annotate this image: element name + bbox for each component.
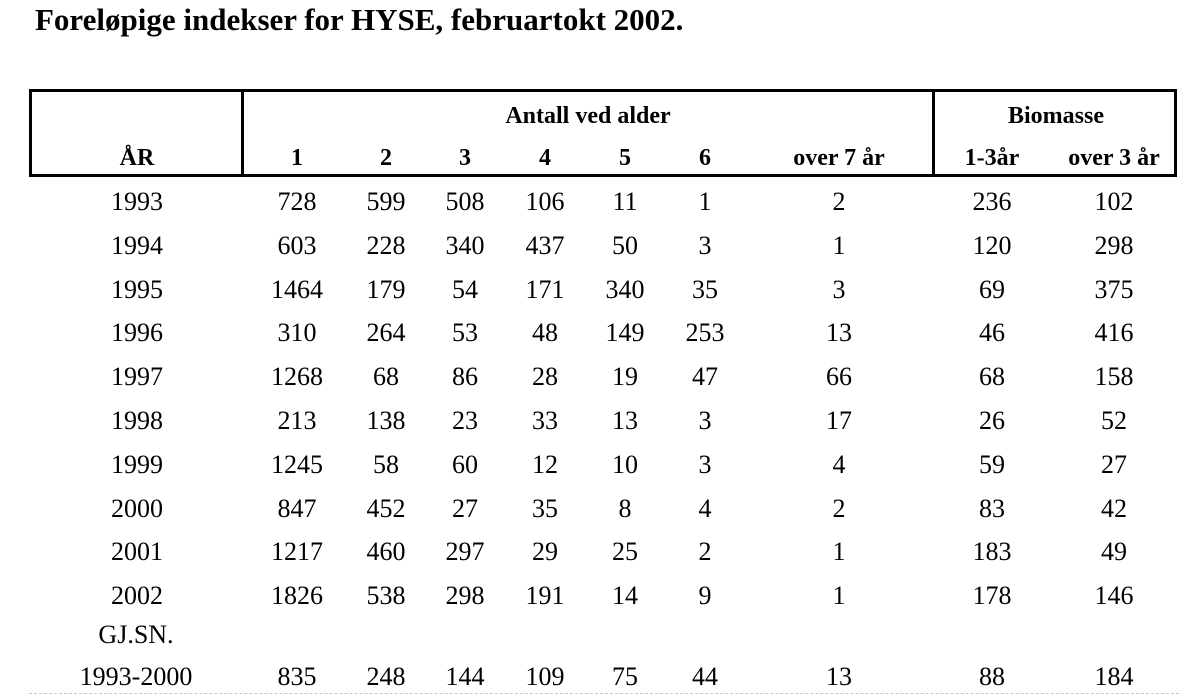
table-cell: 340 — [445, 231, 485, 260]
table-cell: 728 — [277, 187, 317, 216]
year-cell: 2001 — [111, 537, 163, 566]
year-cell: 2000 — [111, 494, 163, 523]
table-cell: 236 — [972, 187, 1012, 216]
table-cell: 149 — [605, 318, 645, 347]
table-cell: 452 — [366, 494, 406, 523]
average-cell: 248 — [366, 662, 406, 691]
table-cell: 298 — [445, 581, 485, 610]
column-header: over 3 år — [1068, 145, 1160, 171]
average-label-line2: 1993-2000 — [79, 662, 193, 691]
table-cell: 23 — [452, 406, 478, 435]
table-cell: 2 — [832, 187, 846, 216]
table-cell: 50 — [612, 231, 638, 260]
table-cell: 264 — [366, 318, 406, 347]
table-cell: 13 — [826, 318, 852, 347]
year-cell: 1997 — [111, 362, 163, 391]
average-cell: 13 — [826, 662, 852, 691]
table-cell: 1268 — [271, 362, 323, 391]
table-cell: 29 — [532, 537, 558, 566]
table-cell: 508 — [445, 187, 485, 216]
page-title: Foreløpige indekser for HYSE, februartokt 2002. — [35, 2, 684, 37]
table-cell: 28 — [532, 362, 558, 391]
table-cell: 47 — [692, 362, 718, 391]
year-cell: 1999 — [111, 450, 163, 479]
table-cell: 599 — [366, 187, 406, 216]
table-cell: 460 — [366, 537, 406, 566]
table-cell: 42 — [1101, 494, 1127, 523]
table-cell: 1 — [832, 537, 846, 566]
table-cell: 375 — [1094, 275, 1134, 304]
header-divider-right — [932, 89, 935, 177]
table-cell: 1826 — [271, 581, 323, 610]
table-cell: 27 — [1101, 450, 1127, 479]
table-cell: 3 — [698, 450, 712, 479]
average-cell: 44 — [692, 662, 718, 691]
table-cell: 437 — [525, 231, 565, 260]
table-cell: 4 — [698, 494, 712, 523]
column-header: 6 — [699, 145, 711, 171]
table-cell: 69 — [979, 275, 1005, 304]
table-cell: 603 — [277, 231, 317, 260]
table-cell: 3 — [832, 275, 846, 304]
table-cell: 2 — [832, 494, 846, 523]
table-cell: 52 — [1101, 406, 1127, 435]
table-cell: 17 — [826, 406, 852, 435]
column-header: 1-3år — [964, 145, 1020, 171]
average-cell: 835 — [277, 662, 317, 691]
table-cell: 1 — [698, 187, 712, 216]
table-cell: 416 — [1094, 318, 1134, 347]
table-cell: 179 — [366, 275, 406, 304]
table-cell: 1 — [832, 231, 846, 260]
column-header: 5 — [619, 145, 631, 171]
average-cell: 144 — [445, 662, 485, 691]
table-cell: 102 — [1094, 187, 1134, 216]
table-cell: 106 — [525, 187, 565, 216]
column-header: 1 — [291, 145, 303, 171]
table-cell: 1245 — [271, 450, 323, 479]
table-cell: 26 — [979, 406, 1005, 435]
table-cell: 146 — [1094, 581, 1134, 610]
table-cell: 59 — [979, 450, 1005, 479]
table-cell: 11 — [612, 187, 638, 216]
table-cell: 8 — [618, 494, 632, 523]
header-group-antall: Antall ved alder — [505, 103, 671, 129]
table-cell: 66 — [826, 362, 852, 391]
table-cell: 138 — [366, 406, 406, 435]
table-cell: 310 — [277, 318, 317, 347]
table-cell: 191 — [525, 581, 565, 610]
table-cell: 340 — [605, 275, 645, 304]
table-cell: 213 — [277, 406, 317, 435]
table-cell: 53 — [452, 318, 478, 347]
table-cell: 35 — [692, 275, 718, 304]
column-header: over 7 år — [793, 145, 885, 171]
table-cell: 171 — [525, 275, 565, 304]
table-cell: 847 — [277, 494, 317, 523]
table-cell: 68 — [979, 362, 1005, 391]
table-cell: 46 — [979, 318, 1005, 347]
table-cell: 10 — [612, 450, 638, 479]
table-cell: 253 — [685, 318, 725, 347]
column-header: 4 — [539, 145, 551, 171]
column-header: ÅR — [119, 145, 155, 171]
table-cell: 83 — [979, 494, 1005, 523]
year-cell: 1998 — [111, 406, 163, 435]
year-cell: 1993 — [111, 187, 163, 216]
table-cell: 1217 — [271, 537, 323, 566]
table-cell: 538 — [366, 581, 406, 610]
table-cell: 54 — [452, 275, 478, 304]
year-cell: 1996 — [111, 318, 163, 347]
year-cell: 1994 — [111, 231, 163, 260]
table-cell: 120 — [972, 231, 1012, 260]
year-cell: 2002 — [111, 581, 163, 610]
table-cell: 183 — [972, 537, 1012, 566]
table-cell: 19 — [612, 362, 638, 391]
table-cell: 2 — [698, 537, 712, 566]
table-cell: 4 — [832, 450, 846, 479]
table-cell: 14 — [612, 581, 638, 610]
table-cell: 228 — [366, 231, 406, 260]
table-cell: 68 — [373, 362, 399, 391]
table-cell: 13 — [612, 406, 638, 435]
average-cell: 75 — [612, 662, 638, 691]
table-cell: 86 — [452, 362, 478, 391]
table-cell: 58 — [373, 450, 399, 479]
table-cell: 12 — [532, 450, 558, 479]
table-cell: 49 — [1101, 537, 1127, 566]
header-group-biomasse: Biomasse — [1008, 103, 1104, 129]
table-cell: 3 — [698, 406, 712, 435]
table-cell: 298 — [1094, 231, 1134, 260]
header-divider-left — [241, 89, 244, 177]
table-cell: 25 — [612, 537, 638, 566]
year-cell: 1995 — [111, 275, 163, 304]
table-cell: 178 — [972, 581, 1012, 610]
average-cell: 184 — [1094, 662, 1134, 691]
bottom-divider — [29, 693, 1179, 694]
table-cell: 1 — [832, 581, 846, 610]
table-cell: 9 — [698, 581, 712, 610]
average-cell: 109 — [525, 662, 565, 691]
table-cell: 60 — [452, 450, 478, 479]
column-header: 3 — [459, 145, 471, 171]
average-cell: 88 — [979, 662, 1005, 691]
table-cell: 297 — [445, 537, 485, 566]
table-cell: 27 — [452, 494, 478, 523]
column-header: 2 — [380, 145, 392, 171]
table-cell: 1464 — [271, 275, 323, 304]
table-cell: 158 — [1094, 362, 1134, 391]
table-cell: 33 — [532, 406, 558, 435]
table-cell: 3 — [698, 231, 712, 260]
table-cell: 48 — [532, 318, 558, 347]
table-cell: 35 — [532, 494, 558, 523]
average-label-line1: GJ.SN. — [98, 620, 174, 649]
